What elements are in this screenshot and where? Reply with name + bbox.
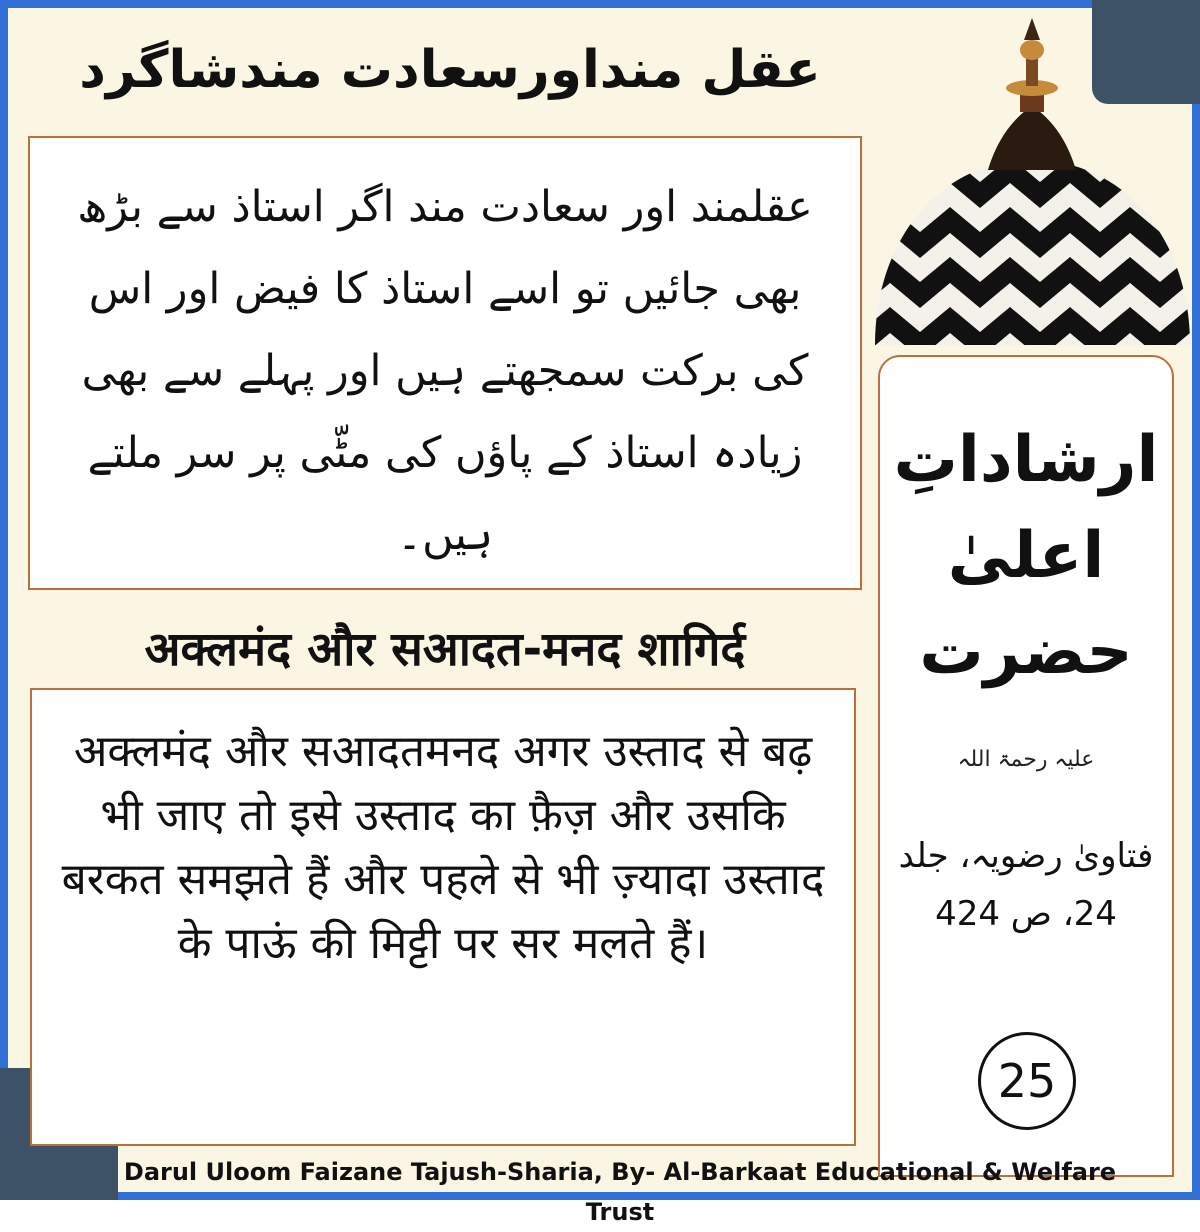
reference-text: فتاویٰ رضویہ، جلد 24، ص 424 (898, 836, 1154, 934)
honorific-text: علیہ رحمۃ اللہ (957, 747, 1095, 772)
urdu-body-text: عقلمند اور سعادت مند اگر استاذ سے بڑھ بھی جائیں تو اسے استاذ کا فیض اور اس کی برکت سمجھتے ہیں اور پہلے سے بھی زیادہ استاذ کے پاؤں کی مٹّی پر سر ملتے ہیں۔ (77, 182, 813, 560)
urdu-title: عقل منداورسعادت مندشاگرد (79, 40, 821, 100)
sidebar-panel (878, 355, 1174, 1177)
footer-credit: Darul Uloom Faizane Tajush-Sharia, By- Al-Barkaat Educational & Welfare Trust (123, 1158, 1117, 1226)
hindi-body-text: अक्लमंद और सआदतमनद अगर उस्ताद से बढ़ भी जाए तो इसे उस्ताद का फ़ैज़ और उसकि बरकत समझते हैं और पहले से भी ज़्यादा उस्ताद के पाऊं की मिट्टी पर सर मलते हैं। (61, 726, 825, 969)
number-label: 25 (997, 1054, 1057, 1108)
hindi-title: अक्लमंद और सआदत-मनद शागिर्द (144, 622, 746, 677)
hindi-body-box (30, 688, 856, 1146)
number-badge (978, 1032, 1076, 1130)
dome-icon (870, 10, 1195, 345)
sidebar-title: ارشاداتِ اعلیٰ حضرت (893, 423, 1159, 689)
urdu-body-box (28, 136, 862, 590)
